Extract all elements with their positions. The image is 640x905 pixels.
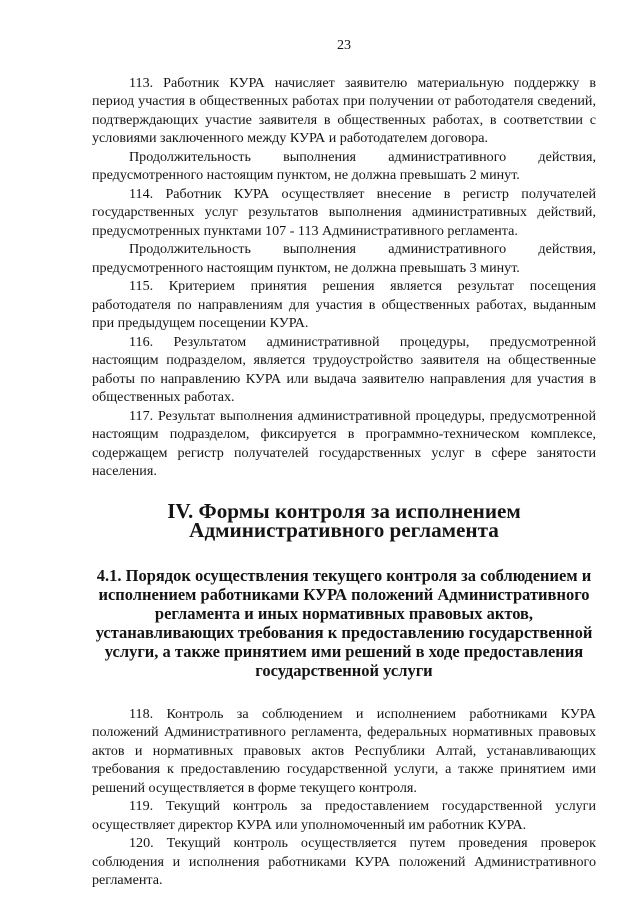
subsection-heading: 4.1. Порядок осуществления текущего контроля за соблюдением и исполнением работниками КУРА положений Административного регламента и иных нормативных правовых актов, устанавливающих требования к предоставлению государственной услуги, а также принятием ими решений в ходе предоставления государственной услуги bbox=[95, 565, 593, 680]
paragraph-116: 116. Результатом административной процедуры, предусмотренной настоящим подразделом, является трудоустройство заявителя на общественные работы по направлению КУРА или выдача заявителю направления для участия в общественных работах. bbox=[92, 333, 596, 405]
paragraphs-after bbox=[92, 705, 596, 890]
paragraph-117: 117. Результат выполнения административной процедуры, предусмотренной настоящим подразделом, фиксируется в программно-техническом комплексе, содержащем регистр получателей государственных услуг в сфере занятости населения. bbox=[92, 407, 596, 479]
paragraph-120: 120. Текущий контроль осуществляется путем проведения проверок соблюдения и исполнения работниками КУРА положений Административного регламента. bbox=[92, 835, 596, 888]
paragraph-114-duration: Продолжительность выполнения административного действия, предусмотренного настоящим пунктом, не должна превышать 3 минут. bbox=[92, 241, 596, 276]
paragraph-113: 113. Работник КУРА начисляет заявителю материальную поддержку в период участия в общественных работах при получении от работодателя сведений, подтверждающих участие заявителя в общественных работах, в соответствии с условиями заключенного между КУРА и работодателем договора. bbox=[92, 74, 596, 146]
paragraph-114: 114. Работник КУРА осуществляет внесение в регистр получателей государственных услуг результатов выполнения административных действий, предусмотренных пунктами 107 - 113 Административного регламента. bbox=[92, 185, 596, 239]
paragraph-115: 115. Критерием принятия решения является результат посещения работодателя по направлениям для участия в общественных работах, выданным при предыдущем посещении КУРА. bbox=[92, 278, 596, 331]
section-heading: IV. Формы контроля за исполнением Административного регламента bbox=[167, 498, 521, 542]
paragraph-113-duration: Продолжительность выполнения административного действия, предусмотренного настоящим пунктом, не должна превышать 2 минут. bbox=[92, 148, 596, 183]
paragraph-119: 119. Текущий контроль за предоставлением государственной услуги осуществляет директор КУРА или уполномоченный им работник КУРА. bbox=[92, 798, 596, 833]
paragraph-118: 118. Контроль за соблюдением и исполнением работниками КУРА положений Административного регламента, федеральных нормативных правовых актов и нормативных правовых актов Республики Алтай, устанавливающих требования к предоставлению государственной услуги, а также принятием ими решений осуществляется в форме текущего контроля. bbox=[92, 705, 596, 796]
paragraphs-before bbox=[92, 74, 596, 481]
page-number: 23 bbox=[336, 37, 352, 53]
